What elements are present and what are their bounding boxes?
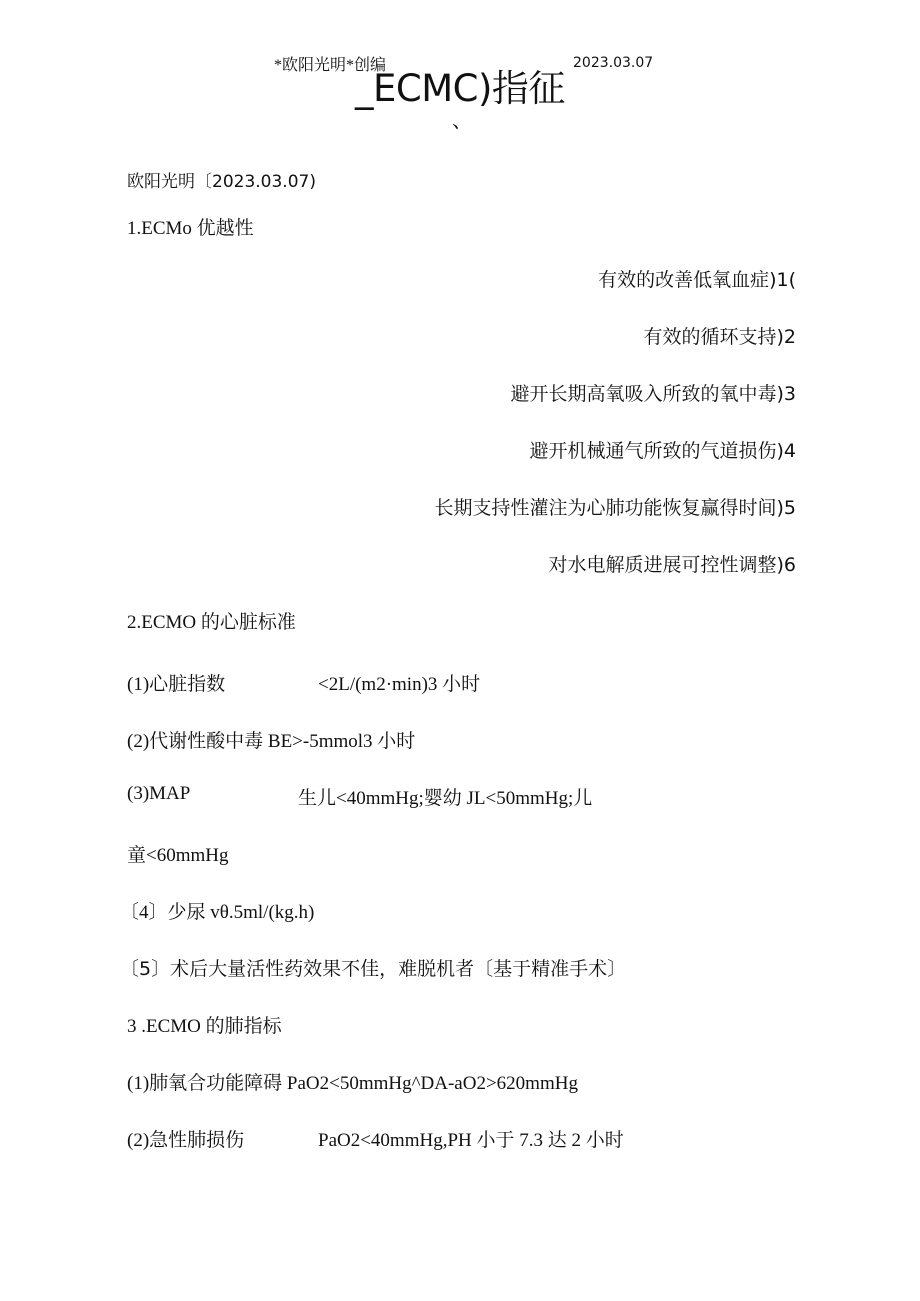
- section2-item-1-label: (1)心脏指数: [127, 674, 226, 695]
- section3-item-2-value: PaO2<40mmHg,PH 小于 7.3 达 2 小时: [318, 1130, 624, 1151]
- section2-item-4: 〔4〕少尿 vθ.5ml/(kg.h): [120, 902, 315, 923]
- section1-item-2: 有效的循环支持)2: [643, 326, 796, 348]
- header-author: *欧阳光明*创编: [274, 57, 387, 74]
- section2-item-3-label: (3)MAP: [127, 783, 191, 804]
- section2-item-3-value: 生儿<40mmHg;婴幼 JL<50mmHg;儿: [298, 788, 593, 809]
- section2-item-3-continued: 童<60mmHg: [127, 845, 229, 866]
- section2-item-2: (2)代谢性酸中毒 BE>-5mmol3 小时: [127, 731, 416, 752]
- section1-item-5: 长期支持性灌注为心肺功能恢复赢得时间)5: [434, 497, 796, 519]
- section1-item-4: 避开机械通气所致的气道损伤)4: [529, 440, 796, 462]
- section1-item-3: 避开长期高氧吸入所致的氧中毒)3: [510, 383, 796, 405]
- section1-item-6: 对水电解质进展可控性调整)6: [548, 554, 796, 576]
- section1-heading: 1.ECMo 优越性: [127, 218, 254, 239]
- section2-heading: 2.ECMO 的心脏标准: [127, 612, 296, 633]
- section2-item-1-value: <2L/(m2·min)3 小时: [318, 674, 481, 695]
- section3-heading: 3 .ECMO 的肺指标: [127, 1016, 282, 1037]
- section2-item-5: 〔5〕术后大量活性药效果不佳，难脱机者〔基于精准手术〕: [120, 958, 627, 980]
- section1-item-1: 有效的改善低氧血症)1(: [598, 269, 796, 291]
- author-line: 欧阳光明〔2023.03.07): [127, 172, 316, 192]
- section3-item-2-label: (2)急性肺损伤: [127, 1130, 245, 1151]
- header-date: 2023.03.07: [573, 55, 654, 71]
- section3-item-1: (1)肺氧合功能障碍 PaO2<50mmHg^DA-aO2>620mmHg: [127, 1073, 578, 1094]
- document-title: _ECMC)指征: [355, 67, 565, 110]
- title-mark: 、: [452, 108, 472, 132]
